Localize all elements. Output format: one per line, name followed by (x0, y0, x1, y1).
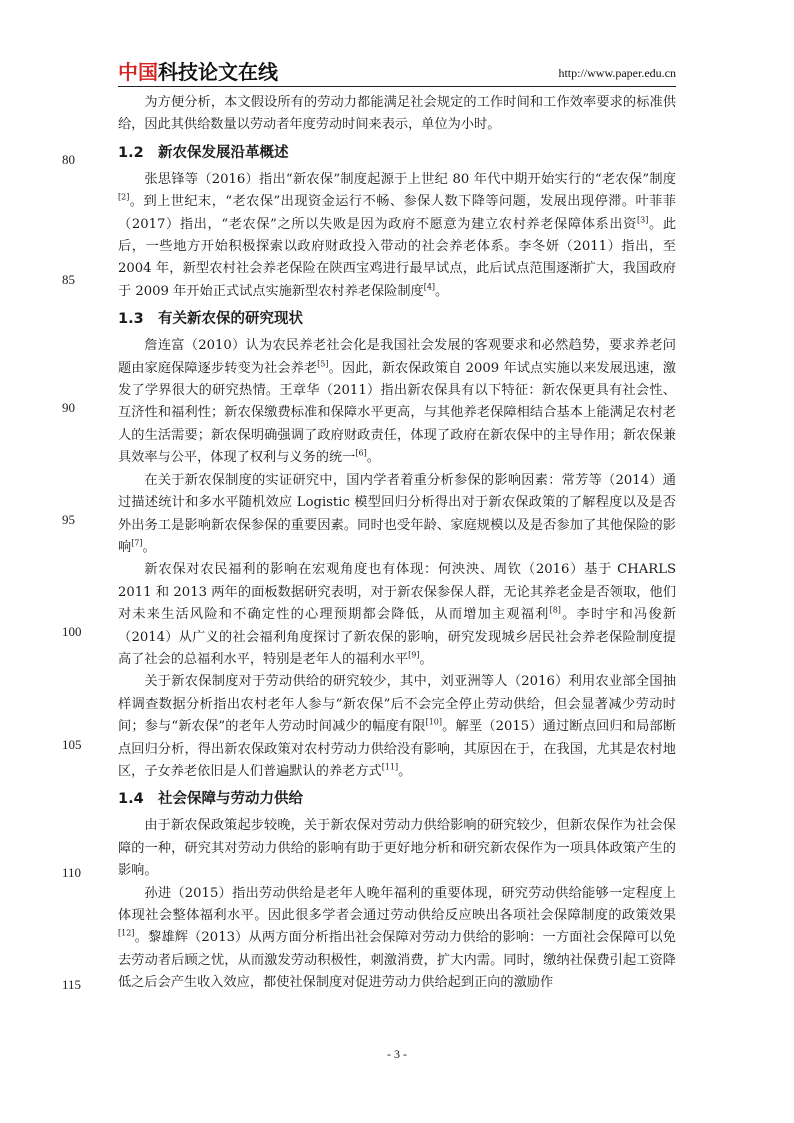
logo-black-text: 科技论文在线 (158, 60, 278, 84)
page-number: - 3 - (387, 1047, 407, 1061)
line-number: 85 (62, 272, 75, 287)
page-header (118, 60, 676, 86)
paragraph: 关于新农保制度对于劳动供给的研究较少，其中，刘亚洲等人（2016）利用农业部全国抽样调查数据分析指出农村老年人参与“新农保”后不会完全停止劳动供给，但会显著减少劳动时间；参与“新农保”的老年人劳动时间减少的幅度有限[10]。解垩（2015）通过断点回归和局部断点回归分析，得出新农保政策对农村劳动力供给没有影响，其原因在于，在我国，尤其是农村地区，子女养老依旧是人们普遍默认的养老方式[11]。 (118, 674, 677, 779)
line-number: 90 (62, 400, 75, 415)
citation[interactable]: [4] (423, 282, 436, 292)
line-number: 95 (62, 512, 75, 527)
section-heading: 1.4 社会保障与劳动力供给 (118, 791, 303, 808)
logo-red-text: 中国 (118, 60, 158, 84)
section-heading: 1.2 新农保发展沿革概述 (118, 144, 289, 161)
paragraph: 为方便分析，本文假设所有的劳动力都能满足社会规定的工作时间和工作效率要求的标准供给，因此其供给数量以劳动者年度劳动时间来表示，单位为小时。 (118, 95, 676, 133)
citation[interactable]: [9] (408, 650, 420, 660)
citation[interactable]: [11] (381, 762, 399, 772)
header-url[interactable]: http://www.paper.edu.cn (558, 66, 676, 80)
line-number: 100 (62, 624, 82, 639)
paragraph: 新农保对农民福利的影响在宏观角度也有体现：何泱泱、周钦（2016）基于 CHARLS 2011 和 2013 两年的面板数据研究表明，对于新农保参保人群，无论其养老金是否领取，他们对未来生活风险和不确定性的心理预期都会降低，从而增加主观福利[8]。李时宇和冯俊新（2014）从广义的社会福利角度探讨了新农保的影响，研究发现城乡居民社会养老保险制度提高了社会的总福利水平，特别是老年人的福利水平[9]。 (118, 562, 677, 667)
citation[interactable]: [12] (118, 929, 135, 939)
citation[interactable]: [7] (131, 538, 143, 548)
citation[interactable]: [6] (355, 448, 367, 458)
paper-body (118, 92, 676, 995)
line-number: 110 (62, 865, 82, 880)
journal-logo (118, 60, 278, 84)
line-number: 115 (62, 977, 82, 992)
header-divider (118, 86, 676, 87)
citation[interactable]: [3] (637, 215, 649, 225)
citation[interactable]: [10] (425, 717, 442, 727)
citation[interactable]: [5] (317, 359, 329, 369)
paragraph: 在关于新农保制度的实证研究中，国内学者着重分析参保的影响因素：常芳等（2014）通过描述统计和多水平随机效应 Logistic 模型回归分析得出对于新农保政策的了解程度以及是否外出务工是影响新农保参保的重要因素。同时也受年龄、家庭规模以及是否参加了其他保险的影响[7]。 (118, 472, 676, 555)
line-number: 105 (62, 737, 82, 752)
paragraph: 孙进（2015）指出劳动供给是老年人晚年福利的重要体现，研究劳动供给能够一定程度上体现社会整体福利水平。因此很多学者会通过劳动供给反应映出各项社会保障制度的政策效果[12]。黎雄辉（2013）从两方面分析指出社会保障对劳动力供给的影响：一方面社会保障可以免去劳动者后顾之忧，从而激发劳动积极性，刺激消费，扩大内需。同时，缴纳社保费引起工资降低之后会产生收入效应，都使社保制度对促进劳动力供给起到正向的激励作 (118, 885, 676, 991)
line-number: 80 (62, 152, 75, 167)
citation[interactable]: [8] (549, 605, 561, 615)
section-heading: 1.3 有关新农保的研究现状 (118, 311, 303, 328)
paragraph: 由于新农保政策起步较晚，关于新农保对劳动力供给影响的研究较少，但新农保作为社会保障的一种，研究其对劳动力供给的影响有助于更好地分析和研究新农保作为一项具体政策产生的影响。 (118, 818, 676, 879)
paragraph: 詹连富（2010）认为农民养老社会化是我国社会发展的客观要求和必然趋势，要求养老问题由家庭保障逐步转变为社会养老[5]。因此，新农保政策自 2009 年试点实施以来发展迅速，激发了学界很大的研究热情。王章华（2011）指出新农保具有以下特征：新农保更具有社会性、互济性和福利性；新农保缴费标准和保障水平更高，与其他养老保障相结合基本上能满足农村老人的生活需要；新农保明确强调了政府财政责任，体现了政府在新农保中的主导作用；新农保兼具效率与公平，体现了权利与义务的统一[6]。 (118, 338, 676, 466)
paragraph: 张思锋等（2016）指出“新农保”制度起源于上世纪 80 年代中期开始实行的“老农保”制度[2]。到上世纪末，“老农保”出现资金运行不畅、参保人数下降等问题，发展出现停滞。叶菲菲（2017）指出，“老农保”之所以失败是因为政府不愿意为建立农村养老保障体系出资[3]。此后，一些地方开始积极探索以政府财政投入带动的社会养老体系。李冬妍（2011）指出，至 2004 年，新型农村社会养老保险在陕西宝鸡进行最早试点，此后试点范围逐渐扩大，我国政府于 2009 年开始正式试点实施新型农村养老保险制度[4]。 (118, 171, 677, 299)
citation[interactable]: [2] (118, 192, 130, 202)
